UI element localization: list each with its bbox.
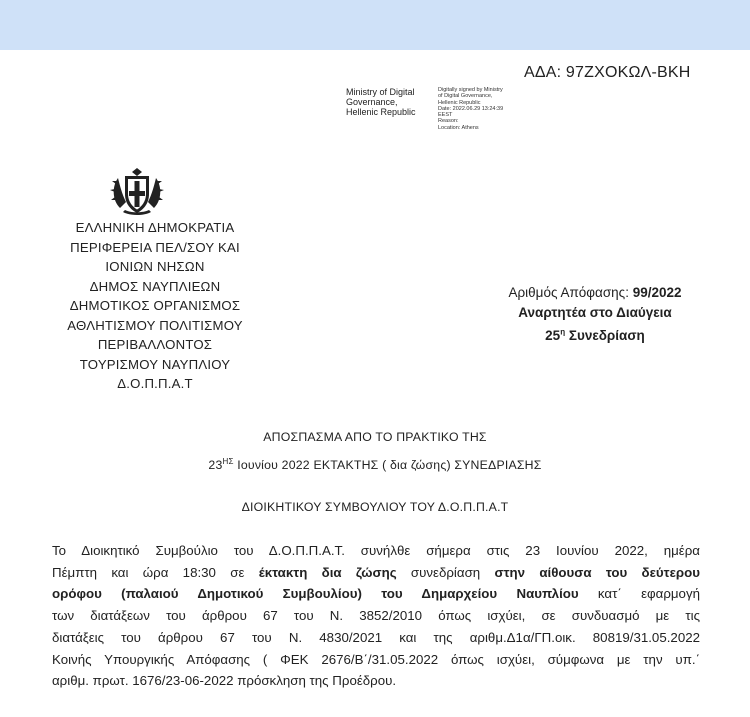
extract-heading: ΑΠΟΣΠΑΣΜΑ ΑΠΟ ΤΟ ΠΡΑΚΤΙΚΟ ΤΗΣ <box>263 430 487 444</box>
issuer-line: ΠΕΡΙΒΑΛΛΟΝΤΟΣ <box>97 337 213 352</box>
issuer-line: ΤΟΥΡΙΣΜΟΥ ΝΑΥΠΛΙΟΥ <box>79 356 231 372</box>
signature-detail-line: Location: Athens <box>438 124 479 131</box>
board-heading: ΔΙΟΙΚΗΤΙΚΟΥ ΣΥΜΒΟΥΛΙΟΥ ΤΟΥ Δ.Ο.Π.Π.Α.Τ <box>241 500 509 514</box>
decision-number-value: 99/2022 <box>632 285 682 300</box>
body-line: διατάξεις του άρθρου 67 του Ν. 4830/2021 και της αριθμ.Δ1α/ΓΠ.οικ. 80819/31.05.2022 <box>52 629 700 645</box>
session-date-heading: $23^{H\Sigma}$ Ιουνίου 2022 ΕΚΤΑΚΤΗΣ ( δια ζώσης) ΣΥΝΕΔΡΙΑΣΗΣ <box>208 457 542 473</box>
signature-detail-line: Reason: <box>438 118 459 125</box>
session-number: $25^\eta$ Συνεδρίαση <box>545 327 645 343</box>
decision-number <box>480 283 710 303</box>
issuer-line: ΕΛΛΗΝΙΚΗ ΔΗΜΟΚΡΑΤΙΑ <box>75 220 235 235</box>
issuer-line: ΠΕΡΙΦΕΡΕΙΑ ΠΕΛ/ΣΟΥ ΚΑΙ <box>70 239 240 255</box>
signature-detail-line: Date: 2022.06.29 13:24:39 <box>438 105 504 112</box>
issuing-authority <box>40 218 270 394</box>
issuer-line: Δ.Ο.Π.Π.Α.Τ <box>117 376 193 391</box>
body-line: Κοινής Υπουργικής Απόφασης ( ΦΕΚ 2676/Β΄/31.05.2022 όπως ισχύει, σύμφωνα με την υπ.΄ <box>52 651 700 667</box>
decision-info <box>480 283 710 345</box>
posted-note: Αναρτητέα στο Διαύγεια <box>518 304 672 320</box>
body-line: των διατάξεων του άρθρου 67 του Ν. 3852/2010 όπως ισχύει, σε συνδυασμό με τις <box>52 608 700 624</box>
signer-line: Ministry of Digital <box>346 87 415 97</box>
signature-detail-line: Hellenic Republic <box>438 99 481 106</box>
signature-detail-line: EEST <box>438 112 453 119</box>
viewer-top-bar <box>0 0 750 50</box>
issuer-line: ΙΟΝΙΩΝ ΝΗΣΩΝ <box>105 259 205 274</box>
issuer-line: ΑΘΛΗΤΙΣΜΟΥ ΠΟΛΙΤΙΣΜΟΥ <box>67 317 243 333</box>
digital-signature-signer <box>346 87 416 117</box>
body-line: ορόφου (παλαιού Δημοτικού Συμβουλίου) του Δημαρχείου Ναυπλίου κατ΄ εφαρμογή <box>52 586 700 602</box>
issuer-line: ΔΗΜΟΣ ΝΑΥΠΛΙΕΩΝ <box>89 278 221 294</box>
greek-coat-of-arms-icon <box>108 166 166 218</box>
signer-line: Hellenic Republic <box>346 107 416 117</box>
digital-signature-details <box>438 87 503 131</box>
body-line: Πέμπτη και ώρα 18:30 σε έκτακτη δια ζώσης συνεδρίαση στην αίθουσα του δεύτερου <box>52 564 700 580</box>
signer-line: Governance, <box>346 97 398 107</box>
body-line: αριθμ. πρωτ. 1676/23-06-2022 πρόσκληση της Προέδρου. <box>52 673 397 689</box>
body-paragraph <box>52 540 700 692</box>
ada-code: ΑΔΑ: 97ΖΧΟΚΩΛ-ΒΚΗ <box>524 64 691 81</box>
signature-detail-line: Digitally signed by Ministry <box>438 87 503 93</box>
issuer-line: ΔΗΜΟΤΙΚΟΣ ΟΡΓΑΝΙΣΜΟΣ <box>69 298 241 313</box>
decision-number-label: Αριθμός Απόφασης: <box>508 285 629 300</box>
body-line: Το Διοικητικό Συμβούλιο του Δ.Ο.Π.Π.Α.Τ. συνήλθε σήμερα στις 23 Ιουνίου 2022, ημέρα <box>52 543 700 558</box>
signature-detail-line: of Digital Governance, <box>438 93 493 100</box>
